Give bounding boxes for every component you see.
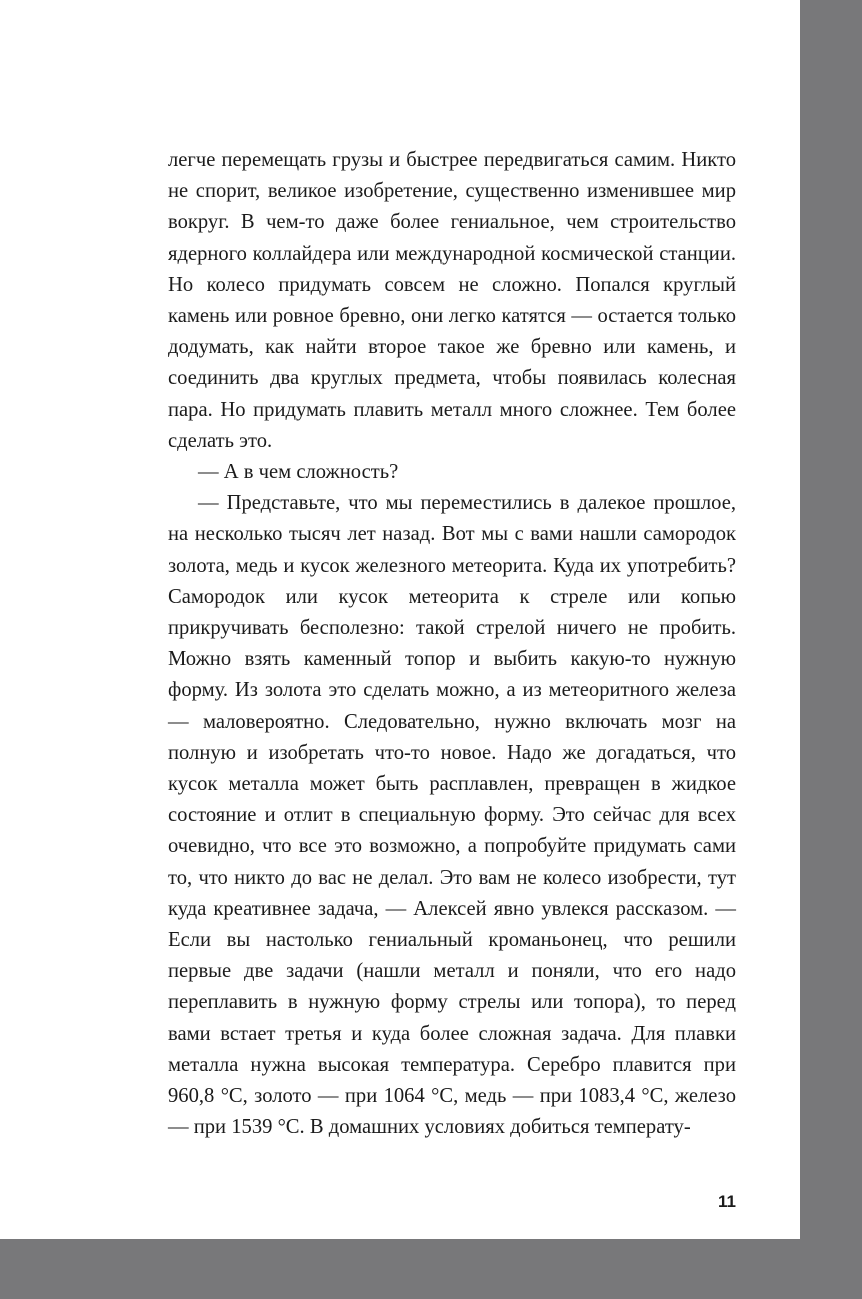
body-text [168,145,736,1144]
bottom-margin-band [0,1239,862,1299]
paragraph-1: легче перемещать грузы и быстрее передвигаться самим. Никто не спорит, великое изобретение, существенно изменившее мир вокруг. В чем-то даже более гениальное, чем строительство ядерного коллайдера или международной космической станции. Но колесо придумать совсем не сложно. Попался круглый камень или ровное бревно, они легко катятся — остается только додумать, как найти второе такое же бревно или камень, и соединить два круглых предмета, чтобы появилась колесная пара. Но придумать плавить металл много сложнее. Тем более сделать это. [168,149,736,452]
paragraph-2: — А в чем сложность? [198,461,399,484]
page-text-block [168,145,736,1144]
paragraph-3: — Представьте, что мы переместились в далекое прошлое, на несколько тысяч лет назад. Вот мы с вами нашли самородок золота, медь и кусок железного метеорита. Куда их употребить? Самородок или кусок метеорита к стреле или копью прикручивать бесполезно: такой стрелой ничего не пробить. Можно взять каменный топор и выбить какую-то нужную форму. Из золота это сделать можно, а из метеоритного железа — маловероятно. Следовательно, нужно включать мозг на полную и изобретать что-то новое. Надо же догадаться, что кусок металла может быть расплавлен, превращен в жидкое состояние и отлит в специальную форму. Это сейчас для всех очевидно, что все это возможно, а попробуйте придумать сами то, что никто до вас не делал. Это вам не колесо изобрести, тут куда креативнее задача, — Алексей явно увлекся рассказом. — Если вы настолько гениальный кроманьонец, что решили первые две задачи (нашли металл и поняли, что его надо переплавить в нужную форму стрелы или топора), то перед вами встает третья и куда более сложная задача. Для плавки металла нужна высокая температура. Серебро плавится при 960,8 °С, золото — при 1064 °С, медь — при 1083,4 °С, железо — при 1539 °С. В домашних условиях добиться температу- [168,492,736,1139]
right-margin-band [800,0,862,1239]
page-number: 11 [718,1192,736,1211]
